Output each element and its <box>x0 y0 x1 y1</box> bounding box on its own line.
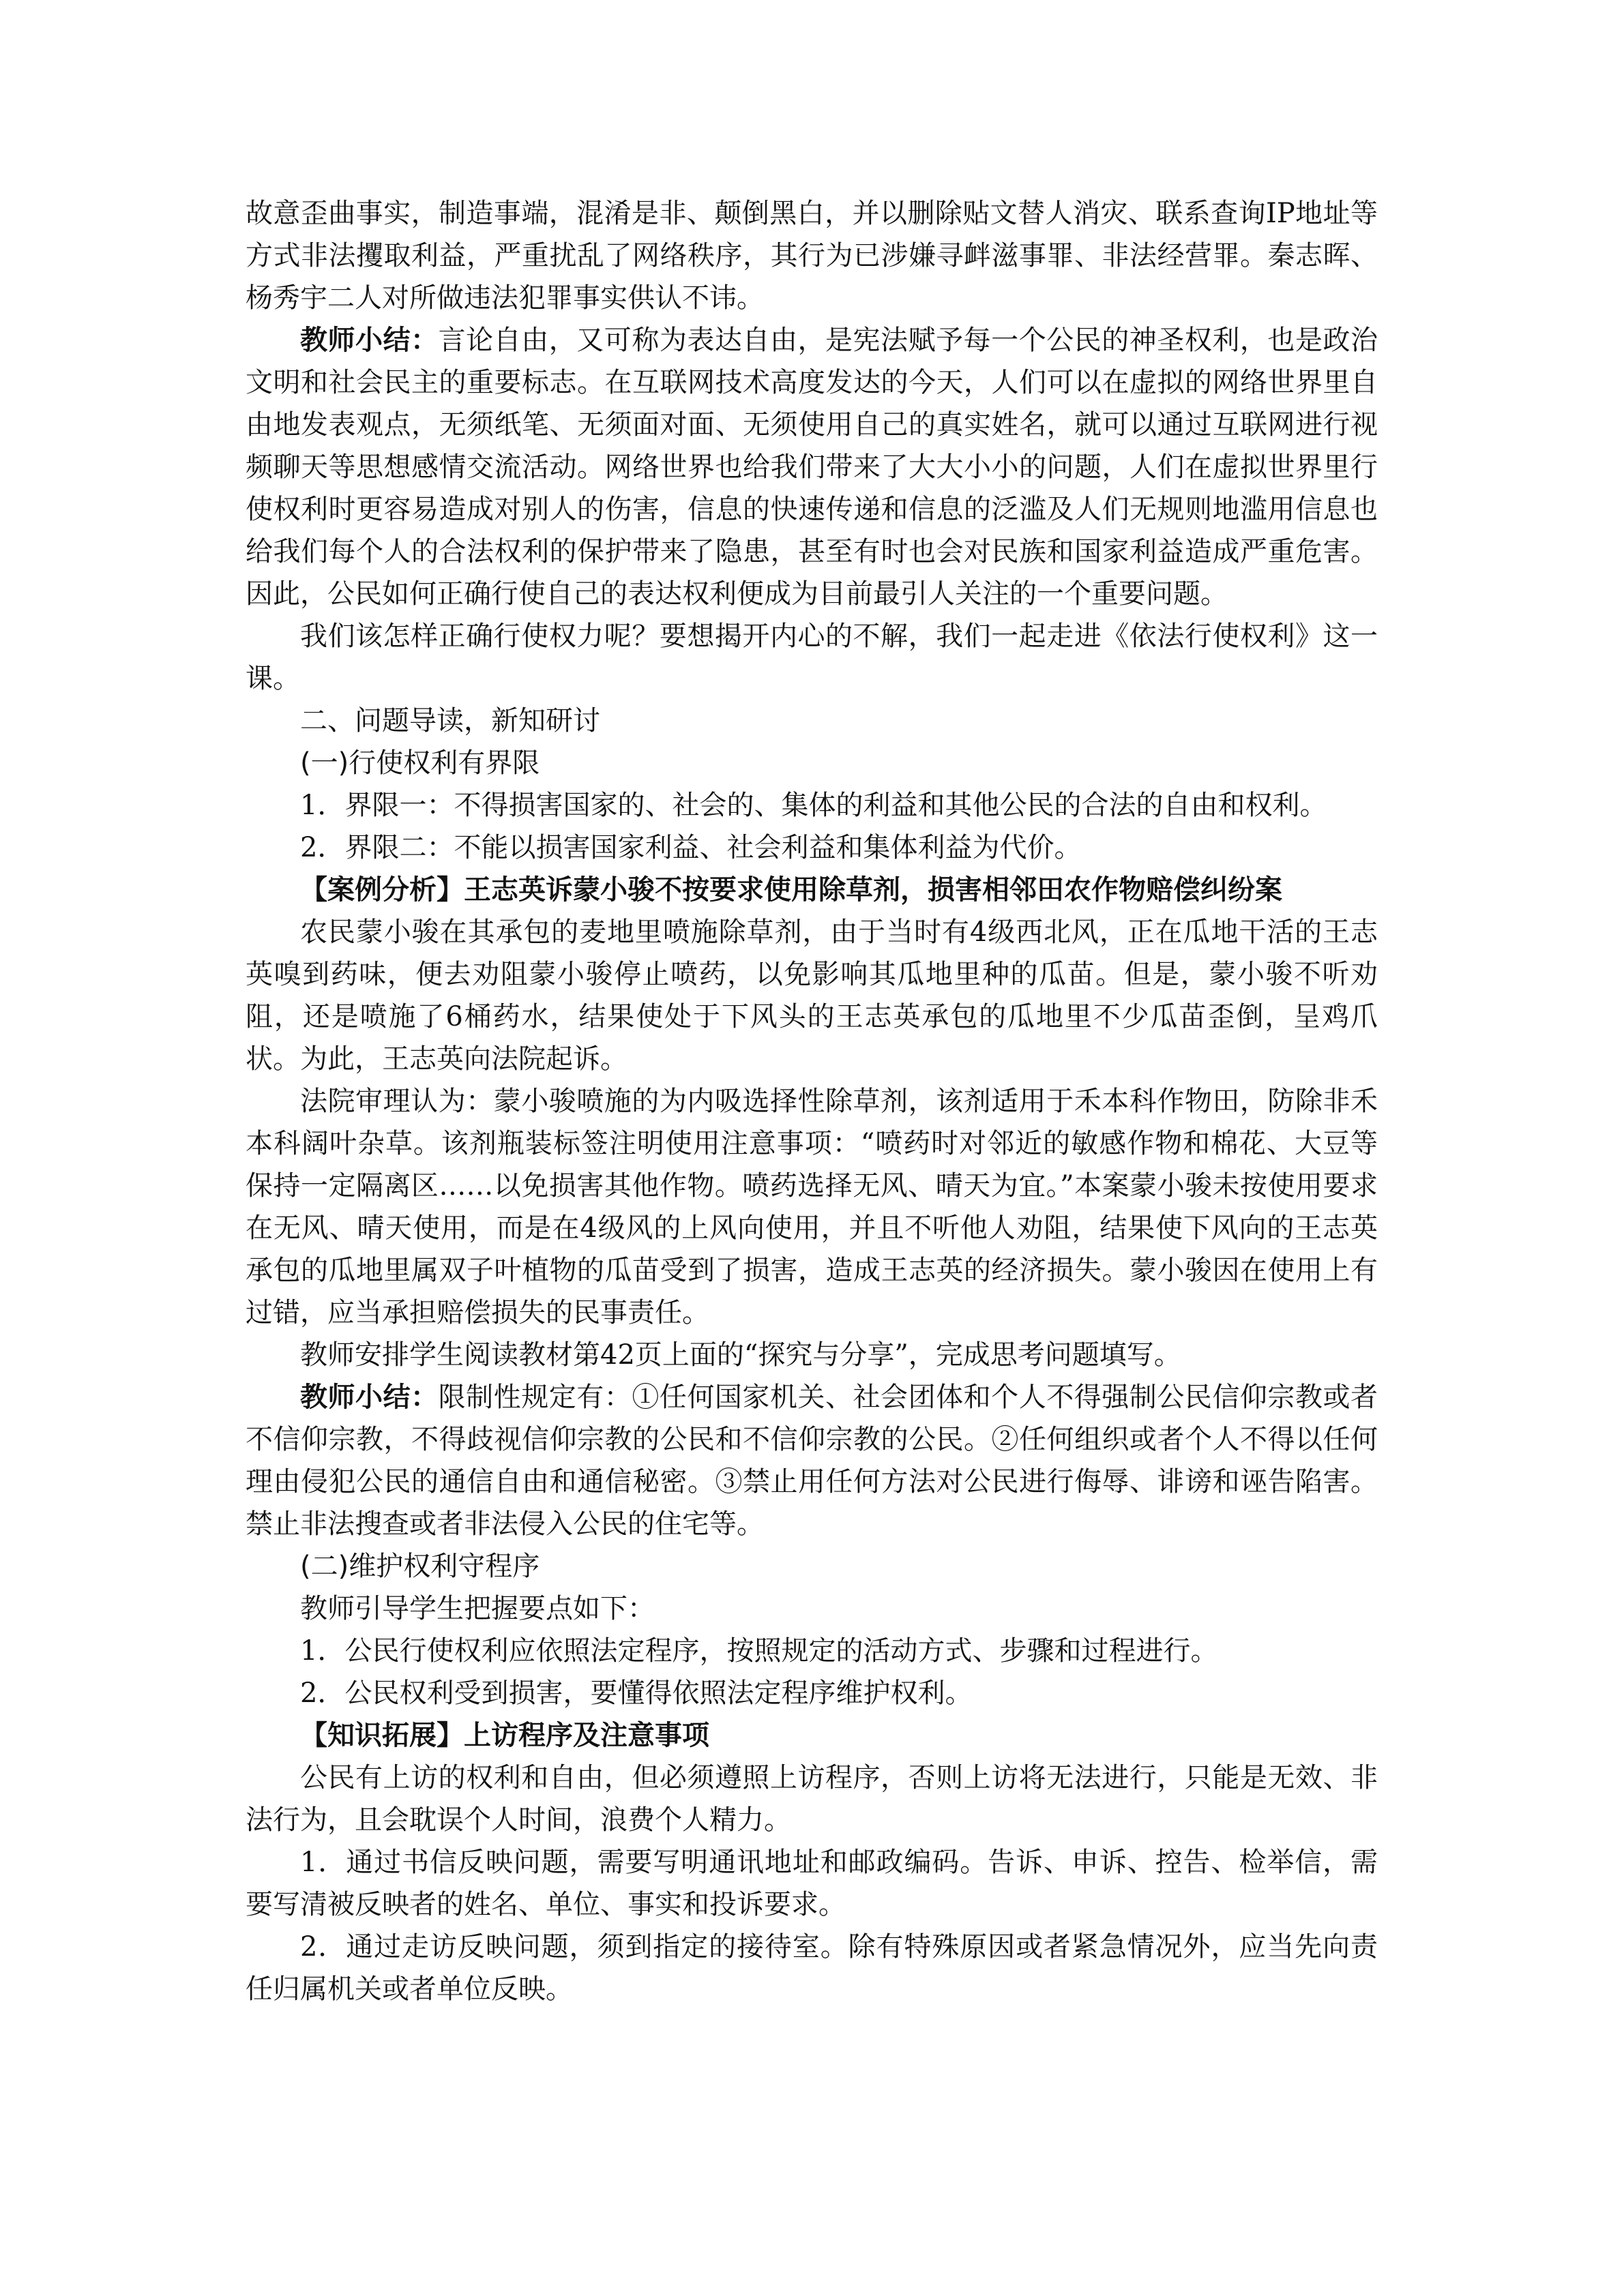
teacher-summary-text: 限制性规定有：①任何国家机关、社会团体和个人不得强制公民信仰宗教或者不信仰宗教，不得歧视信仰宗教的公民和不信仰宗教的公民。②任何组织或者个人不得以任何理由侵犯公民的通信自由和通信秘密。③禁止用任何方法对公民进行侮辱、诽谤和诬告陷害。禁止非法搜查或者非法侵入公民的住宅等。 <box>246 1382 1378 1540</box>
list-item-procedure-1: 1．公民行使权利应依照法定程序，按照规定的活动方式、步骤和过程进行。 <box>300 1635 1218 1667</box>
paragraph-lesson-intro: 我们该怎样正确行使权力呢？要想揭开内心的不解，我们一起走进《依法行使权利》这一课。 <box>246 621 1378 694</box>
teacher-summary-label: 教师小结： <box>300 1382 439 1413</box>
subsection-heading-2: (二)维护权利守程序 <box>300 1551 540 1582</box>
paragraph-teacher-summary-1 <box>246 319 1378 615</box>
knowledge-extension-heading: 【知识拓展】上访程序及注意事项 <box>300 1720 709 1751</box>
paragraph-court-ruling: 法院审理认为：蒙小骏喷施的为内吸选择性除草剂，该剂适用于禾本科作物田，防除非禾本科阔叶杂草。该剂瓶装标签注明使用注意事项：“喷药时对邻近的敏感作物和棉花、大豆等保持一定隔离区……以免损害其他作物。喷药选择无风、晴天为宜。”本案蒙小骏未按使用要求在无风、晴天使用，而是在4级风的上风向使用，并且不听他人劝阻，结果使下风向的王志英承包的瓜地里属双子叶植物的瓜苗受到了损害，造成王志英的经济损失。蒙小骏因在使用上有过错，应当承担赔偿损失的民事责任。 <box>246 1086 1378 1328</box>
paragraph-reading-task: 教师安排学生阅读教材第42页上面的“探究与分享”，完成思考问题填写。 <box>300 1339 1181 1371</box>
paragraph-case-conclusion: 故意歪曲事实，制造事端，混淆是非、颠倒黑白，并以删除贴文替人消灾、联系查询IP地址等方式非法攫取利益，严重扰乱了网络秩序，其行为已涉嫌寻衅滋事罪、非法经营罪。秦志晖、杨秀宇二人对所做违法犯罪事实供认不讳。 <box>246 198 1378 314</box>
paragraph-petition-rights: 公民有上访的权利和自由，但必须遵照上访程序，否则上访将无法进行，只能是无效、非法行为，且会耽误个人时间，浪费个人精力。 <box>246 1762 1378 1836</box>
list-item-limit-2: 2．界限二：不能以损害国家利益、社会利益和集体利益为代价。 <box>300 832 1082 863</box>
paragraph-case-facts: 农民蒙小骏在其承包的麦地里喷施除草剂，由于当时有4级西北风，正在瓜地干活的王志英嗅到药味，便去劝阻蒙小骏停止喷药，以免影响其瓜地里种的瓜苗。但是，蒙小骏不听劝阻，还是喷施了6桶药水，结果使处于下风头的王志英承包的瓜地里不少瓜苗歪倒，呈鸡爪状。为此，王志英向法院起诉。 <box>246 916 1378 1075</box>
subsection-heading-1: (一)行使权利有界限 <box>300 747 540 779</box>
list-item-limit-1: 1．界限一：不得损害国家的、社会的、集体的利益和其他公民的合法的自由和权利。 <box>300 790 1327 821</box>
list-item-petition-visit: 2．通过走访反映问题，须到指定的接待室。除有特殊原因或者紧急情况外，应当先向责任归属机关或者单位反映。 <box>246 1931 1378 2005</box>
document-body <box>246 192 1378 2010</box>
case-analysis-heading: 【案例分析】王志英诉蒙小骏不按要求使用除草剂，损害相邻田农作物赔偿纠纷案 <box>300 874 1282 906</box>
list-item-petition-letter: 1．通过书信反映问题，需要写明通讯地址和邮政编码。告诉、申诉、控告、检举信，需要写清被反映者的姓名、单位、事实和投诉要求。 <box>246 1847 1378 1920</box>
paragraph-key-points-intro: 教师引导学生把握要点如下： <box>300 1593 655 1624</box>
section-heading-2: 二、问题导读，新知研讨 <box>300 705 600 736</box>
paragraph-teacher-summary-2 <box>246 1376 1378 1545</box>
list-item-procedure-2: 2．公民权利受到损害，要懂得依照法定程序维护权利。 <box>300 1678 973 1709</box>
teacher-summary-label: 教师小结： <box>300 325 439 356</box>
teacher-summary-text: 言论自由，又可称为表达自由，是宪法赋予每一个公民的神圣权利，也是政治文明和社会民主的重要标志。在互联网技术高度发达的今天，人们可以在虚拟的网络世界里自由地发表观点，无须纸笔、无须面对面、无须使用自己的真实姓名，就可以通过互联网进行视频聊天等思想感情交流活动。网络世界也给我们带来了大大小小的问题，人们在虚拟世界里行使权利时更容易造成对别人的伤害，信息的快速传递和信息的泛滥及人们无规则地滥用信息也给我们每个人的合法权利的保护带来了隐患，甚至有时也会对民族和国家利益造成严重危害。因此，公民如何正确行使自己的表达权利便成为目前最引人关注的一个重要问题。 <box>246 325 1378 610</box>
